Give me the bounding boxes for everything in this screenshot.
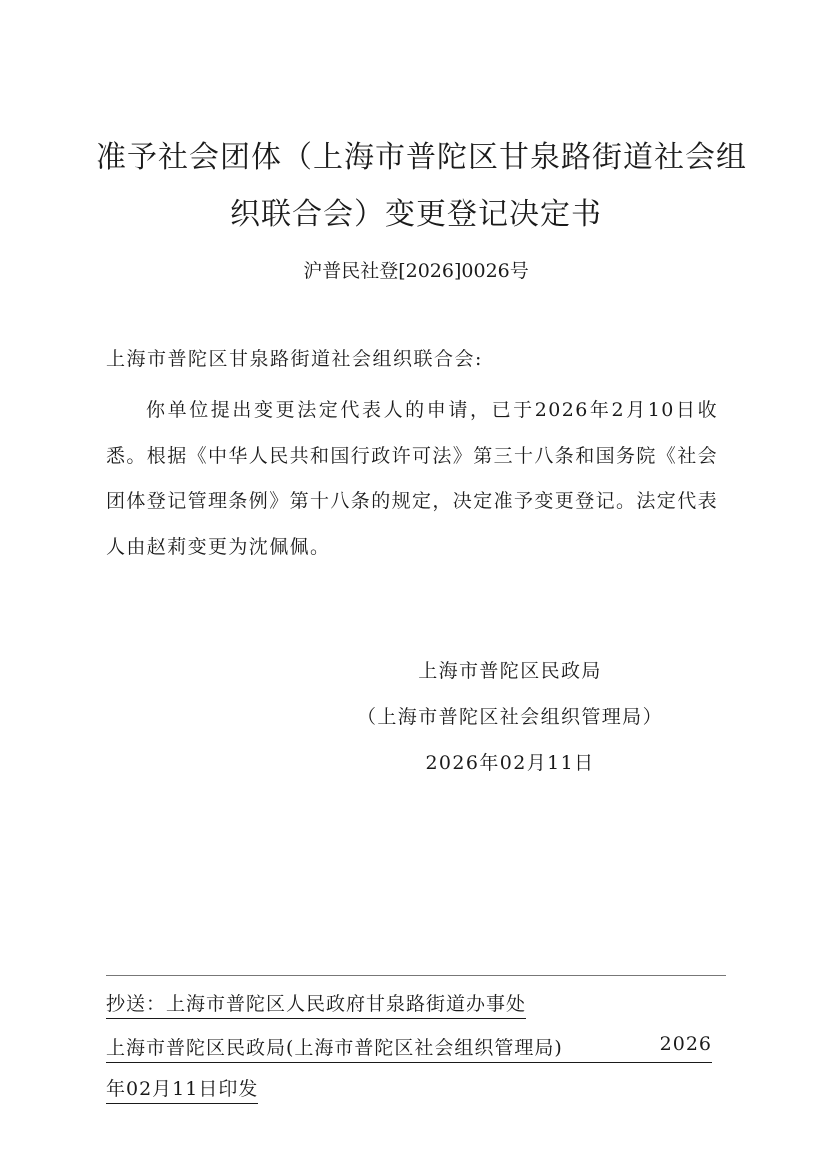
document-title-line2: 织联合会）变更登记决定书 — [230, 197, 602, 232]
issuer-name: 上海市普陀区民政局 — [418, 660, 602, 682]
divider — [106, 975, 726, 976]
document-number: 沪普民社登[2026]0026号 — [303, 260, 529, 282]
cc-issuing-org — [106, 1033, 712, 1063]
cc-print-year: 2026 — [659, 1033, 712, 1055]
cc-print-date: 年02月11日印发 — [106, 1074, 258, 1104]
salutation: 上海市普陀区甘泉路街道社会组织联合会: — [106, 348, 483, 370]
issuer-alt-name: （上海市普陀区社会组织管理局） — [356, 706, 663, 728]
cc-recipients: 抄送：上海市普陀区人民政府甘泉路街道办事处 — [106, 989, 526, 1019]
decision-body: 你单位提出变更法定代表人的申请，已于2026年2月10日收悉。根据《中华人民共和国行政许可法》第三十八条和国务院《社会团体登记管理条例》第十八条的规定，决定准予变更登记。法定代表人由赵莉变更为沈佩佩。 — [106, 399, 719, 558]
issue-date: 2026年02月11日 — [425, 752, 595, 774]
document-title-line1: 准予社会团体（上海市普陀区甘泉路街道社会组 — [96, 140, 747, 175]
cc-issuing-org-name: 上海市普陀区民政局(上海市普陀区社会组织管理局) — [106, 1037, 563, 1059]
